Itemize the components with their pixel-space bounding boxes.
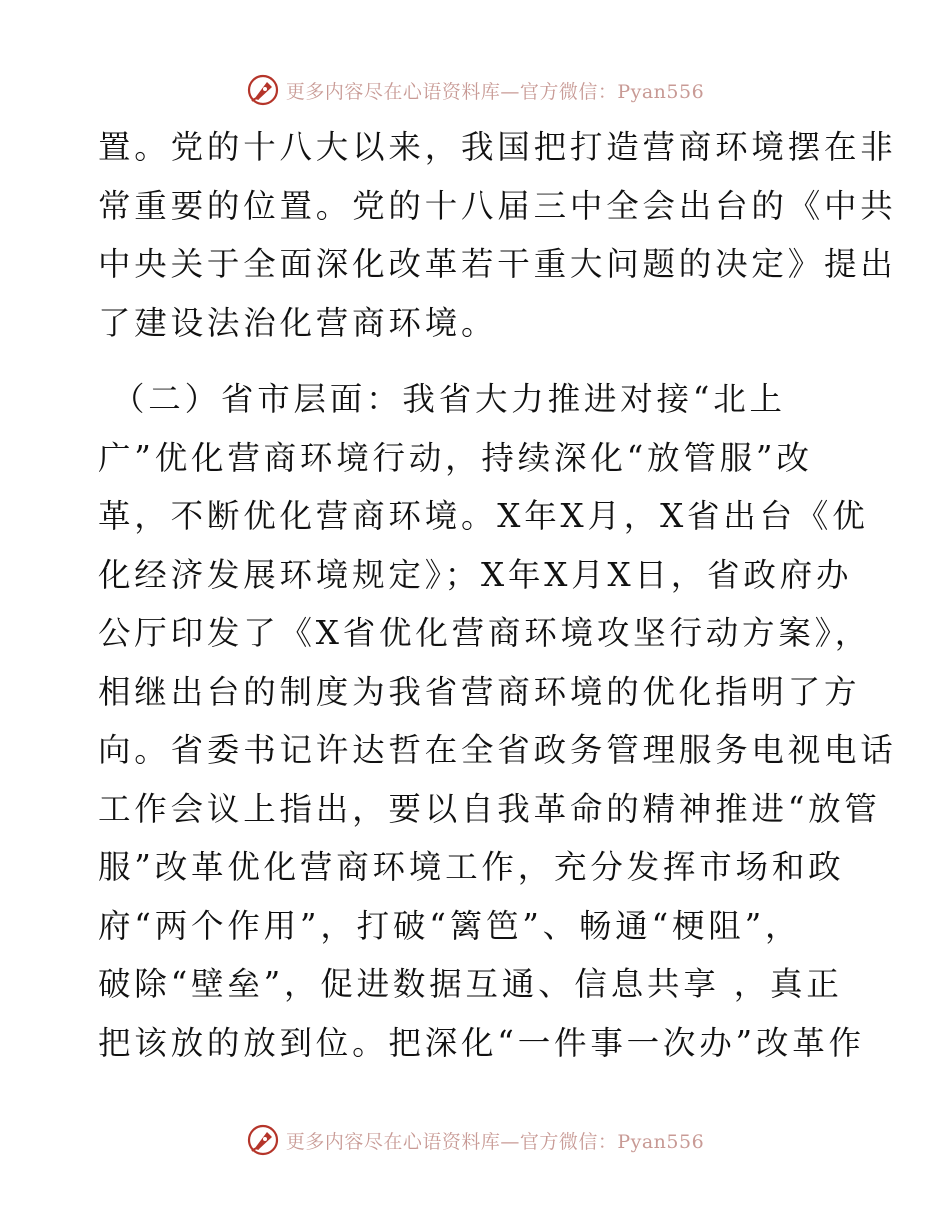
text-line: 广”优化营商环境行动，持续深化“放管服”改	[98, 438, 813, 477]
text-line: 相继出台的制度为我省营商环境的优化指明了方	[98, 672, 861, 711]
text-line: （二）省市层面：我省大力推进对接“北上	[112, 380, 786, 418]
text-line: 置。党的十八大以来，我国把打造营商环境摆在非	[98, 128, 897, 166]
paragraph	[98, 370, 897, 1072]
pen-nib-logo-icon	[246, 73, 280, 107]
text-line: 了建设法治化营商环境。	[98, 303, 498, 342]
pen-nib-logo-icon	[246, 1123, 280, 1157]
text-line: 府“两个作用”，打破“篱笆”、畅通“梗阻”，	[98, 906, 802, 945]
paragraph	[98, 118, 897, 352]
text-line: 破除“壁垒”，促进数据互通、信息共享 ，真正	[98, 965, 843, 1003]
text-line: 公厅印发了《X省优化营商环境攻坚行动方案》，	[98, 614, 871, 652]
text-line: 中央关于全面深化改革若干重大问题的决定》提出	[98, 245, 897, 283]
text-line: 常重要的位置。党的十八届三中全会出台的《中共	[98, 186, 897, 225]
footer-watermark	[0, 1120, 950, 1160]
header-watermark	[0, 70, 950, 110]
text-line: 向。省委书记许达哲在全省政务管理服务电视电话	[98, 731, 897, 769]
text-line: 工作会议上指出，要以自我革命的精神推进“放管	[98, 789, 881, 828]
watermark-text: 更多内容尽在心语资料库—官方微信：Pyan556	[285, 80, 705, 103]
text-line: 服”改革优化营商环境工作，充分发挥市场和政	[98, 848, 845, 886]
watermark-text: 更多内容尽在心语资料库—官方微信：Pyan556	[285, 1130, 705, 1153]
document-body	[98, 118, 897, 1072]
text-line: 把该放的放到位。把深化“一件事一次办”改革作	[98, 1023, 865, 1062]
text-line: 化经济发展环境规定》；X年X月X日，省政府办	[98, 555, 853, 594]
text-line: 革，不断优化营商环境。X年X月，X省出台《优	[98, 497, 869, 535]
